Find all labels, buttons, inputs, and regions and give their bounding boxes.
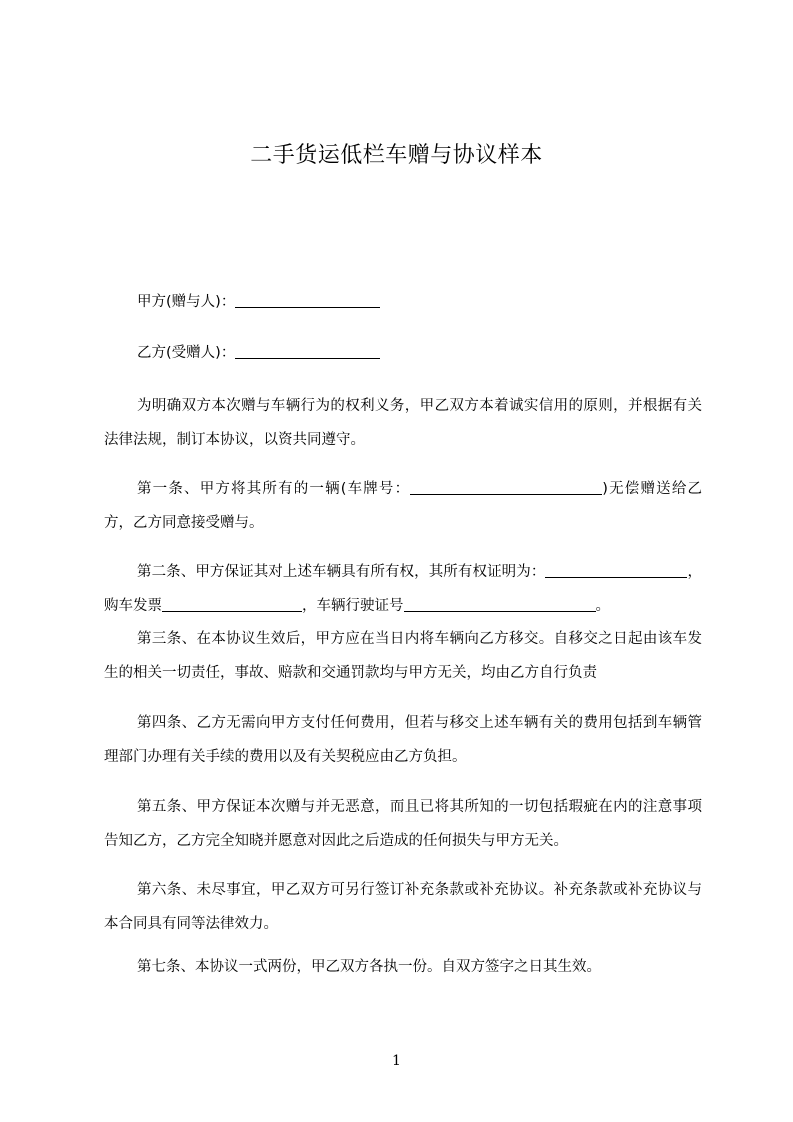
preamble-paragraph: 为明确双方本次赠与车辆行为的权利义务，甲乙双方本着诚实信用的原则，并根据有关法律法规，制订本协议，以资共同遵守。 (104, 398, 702, 448)
plate-number-blank (410, 479, 602, 495)
ownership-proof-blank-2 (657, 562, 687, 578)
article-3: 第三条、在本协议生效后，甲方应在当日内将车辆向乙方移交。自移交之日起由该车发生的相关一切责任，事故、赔款和交通罚款均与甲方无关，均由乙方自行负责 (104, 631, 702, 681)
article-1-text-before: 第一条、甲方将其所有的一辆(车牌号： (137, 481, 411, 497)
article-1-text-after: )无偿赠送给乙方，乙方同意接受赠与。 (104, 481, 702, 531)
article-1 (104, 472, 702, 540)
article-2 (104, 555, 702, 623)
document-title: 二手货运低栏车赠与协议样本 (250, 143, 543, 168)
article-2-text-4: 。 (595, 598, 610, 614)
article-2-text-1: 第二条、甲方保证其对上述车辆具有所有权，其所有权证明为： (137, 564, 546, 580)
article-2-text-2: ，购车发票 (104, 564, 703, 614)
article-4: 第四条、乙方无需向甲方支付任何费用，但若与移交上述车辆有关的费用包括到车辆管理部门办理有关手续的费用以及有关契税应由乙方负担。 (104, 715, 702, 765)
party-b-blank (235, 343, 380, 359)
invoice-blank (162, 596, 302, 612)
article-6: 第六条、未尽事宜，甲乙双方可另行签订补充条款或补充协议。补充条款或补充协议与本合同具有同等法律效力。 (104, 882, 702, 932)
party-a-label: 甲方(赠与人)： (137, 294, 236, 310)
license-number-blank (404, 596, 596, 612)
party-a-blank (235, 292, 380, 308)
article-5: 第五条、甲方保证本次赠与并无恶意，而且已将其所知的一切包括瑕疵在内的注意事项告知乙方，乙方完全知晓并愿意对因此之后造成的任何损失与甲方无关。 (104, 799, 702, 849)
article-2-text-3: ，车辆行驶证号 (302, 598, 404, 614)
party-b-line (137, 336, 637, 370)
page-number: 1 (392, 1053, 401, 1069)
party-b-label: 乙方(受赠人)： (137, 345, 236, 361)
party-a-line (137, 285, 637, 319)
article-7: 第七条、本协议一式两份，甲乙双方各执一份。自双方签字之日其生效。 (137, 959, 601, 975)
ownership-proof-blank-1 (545, 562, 657, 578)
